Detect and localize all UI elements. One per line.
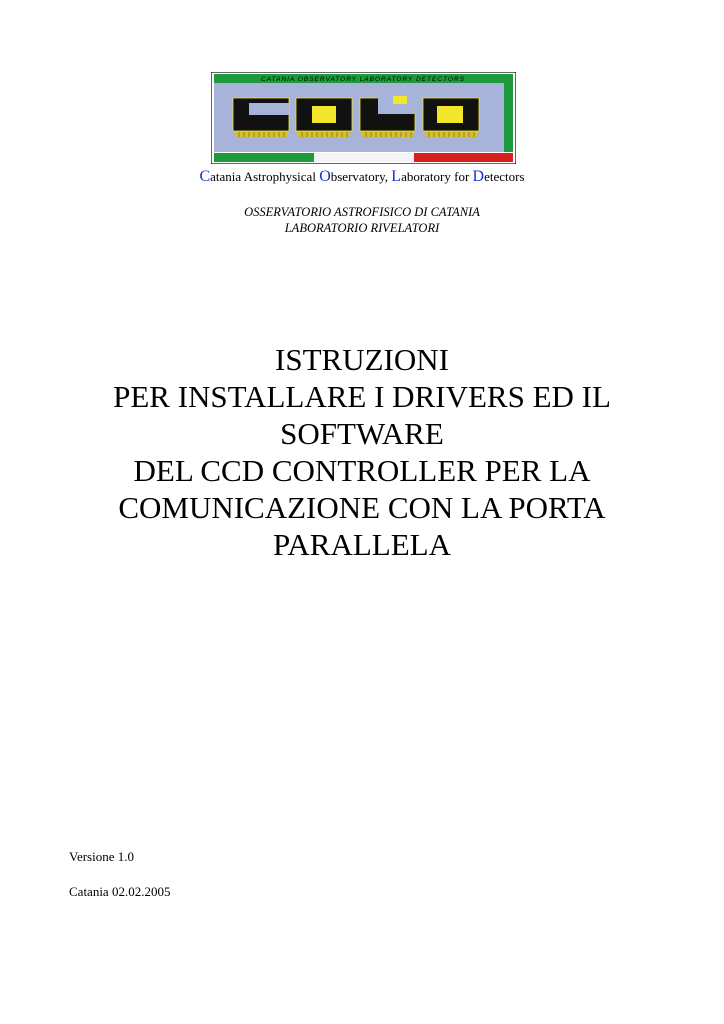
- affiliation-word-observatory: bservatory,: [330, 169, 392, 184]
- title-line: COMUNICAZIONE CON LA PORTA: [118, 490, 606, 525]
- affiliation-cap-o: O: [319, 168, 331, 185]
- chip-d-icon: [423, 98, 479, 131]
- date-label: Catania 02.02.2005: [69, 884, 171, 899]
- affiliation-line: [0, 168, 724, 186]
- affiliation-cap-d: D: [472, 168, 485, 185]
- title-line: SOFTWARE: [280, 416, 444, 451]
- institute-block: [0, 204, 724, 236]
- institute-name: OSSERVATORIO ASTROFISICO DI CATANIA: [244, 205, 480, 219]
- affiliation-word-detectors: etectors: [484, 169, 525, 184]
- affiliation-word-laboratory: aboratory for: [401, 169, 473, 184]
- affiliation-cap-c: C: [199, 168, 211, 185]
- title-line: ISTRUZIONI: [275, 342, 449, 377]
- title-line: DEL CCD CONTROLLER PER LA: [133, 453, 591, 488]
- logo-banner-text: CATANIA OBSERVATORY LABORATORY DETECTORS: [261, 76, 465, 83]
- title-line: PARALLELA: [273, 527, 451, 562]
- chip-l-icon: [360, 94, 416, 131]
- title-line: PER INSTALLARE I DRIVERS ED IL: [113, 379, 611, 414]
- institute-lab: LABORATORIO RIVELATORI: [284, 221, 440, 235]
- affiliation-cap-l: L: [391, 168, 402, 185]
- chip-c-icon: [233, 98, 289, 131]
- chip-o-icon: [296, 98, 352, 131]
- coldlogo-image: [211, 72, 516, 164]
- affiliation-word-catania: atania Astrophysical: [210, 169, 320, 184]
- document-title: [0, 341, 724, 563]
- version-label: Versione 1.0: [69, 849, 134, 864]
